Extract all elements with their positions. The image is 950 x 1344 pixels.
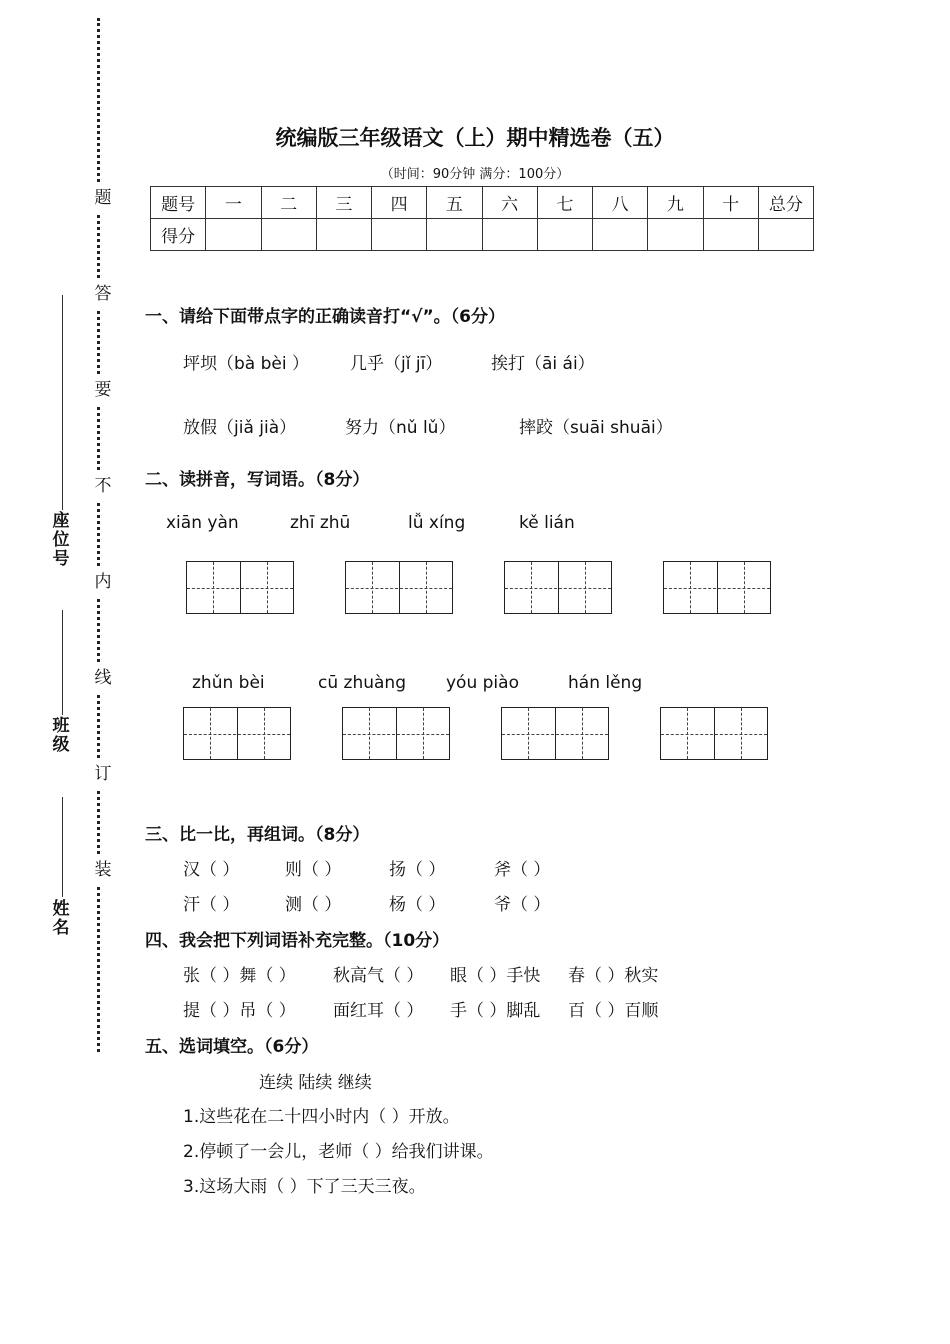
section-4-heading: 四、我会把下列词语补充完整。（10分） (145, 931, 450, 951)
score-table-score-row (151, 219, 814, 251)
cell: 七 (537, 187, 592, 219)
cell: 八 (593, 187, 648, 219)
score-cell[interactable] (206, 219, 261, 251)
score-table (150, 186, 814, 251)
writing-grid[interactable] (501, 707, 609, 760)
score-cell[interactable] (427, 219, 482, 251)
score-cell[interactable] (593, 219, 648, 251)
compare-item[interactable]: 则（ ） (285, 860, 342, 880)
cell: 三 (316, 187, 371, 219)
compare-item[interactable]: 扬（ ） (389, 860, 446, 880)
section-1-heading: 一、请给下面带点字的正确读音打“√”。（6分） (145, 307, 506, 327)
score-cell[interactable] (703, 219, 758, 251)
pinyin-label: kě lián (519, 513, 575, 533)
compare-item[interactable]: 汉（ ） (183, 860, 240, 880)
idiom-item[interactable]: 春（ ）秋实 (568, 966, 659, 986)
pinyin-label: yóu piào (446, 673, 519, 693)
writing-grid[interactable] (183, 707, 291, 760)
margin-char-da: 答 (92, 280, 114, 308)
compare-item[interactable]: 杨（ ） (389, 895, 446, 915)
compare-item[interactable]: 爷（ ） (494, 895, 551, 915)
cell: 五 (427, 187, 482, 219)
idiom-item[interactable]: 提（ ）吊（ ） (183, 1001, 296, 1021)
pronunciation-item[interactable]: 努力（nǔ lǔ） (345, 418, 456, 438)
margin-char-nei: 内 (92, 568, 114, 596)
cell: 二 (261, 187, 316, 219)
margin-char-zhuang: 装 (92, 856, 114, 884)
pronunciation-item[interactable]: 坪坝（bà bèi ） (183, 354, 309, 374)
pinyin-label: xiān yàn (166, 513, 239, 533)
name-line (62, 797, 63, 897)
writing-grid[interactable] (660, 707, 768, 760)
section-5-heading: 五、选词填空。（6分） (145, 1037, 319, 1057)
writing-grid[interactable] (504, 561, 612, 614)
section-3-heading: 三、比一比，再组词。（8分） (145, 825, 370, 845)
cell: 一 (206, 187, 261, 219)
score-cell[interactable] (758, 219, 813, 251)
pinyin-label: zhǔn bèi (192, 673, 265, 693)
margin-char-xian: 线 (92, 664, 114, 692)
cell: 总分 (758, 187, 813, 219)
idiom-item[interactable]: 眼（ ）手快 (450, 966, 541, 986)
score-cell[interactable] (316, 219, 371, 251)
fill-question-2[interactable]: 2.停顿了一会儿，老师（ ）给我们讲课。 (183, 1142, 494, 1162)
pinyin-label: cū zhuàng (318, 673, 406, 693)
writing-grid[interactable] (342, 707, 450, 760)
idiom-item[interactable]: 张（ ）舞（ ） (183, 966, 296, 986)
exam-info: （时间：90分钟 满分：100分） (380, 167, 570, 182)
idiom-item[interactable]: 秋高气（ ） (333, 966, 424, 986)
pinyin-label: zhī zhū (290, 513, 351, 533)
idiom-item[interactable]: 面红耳（ ） (333, 1001, 424, 1021)
seat-line (62, 295, 63, 510)
section-2-heading: 二、读拼音，写词语。（8分） (145, 470, 370, 490)
cell: 得分 (151, 219, 206, 251)
compare-item[interactable]: 汗（ ） (183, 895, 240, 915)
cell: 十 (703, 187, 758, 219)
margin-char-ti: 题 (92, 184, 114, 212)
pronunciation-item[interactable]: 放假（jiǎ jià） (183, 418, 297, 438)
cell: 题号 (151, 187, 206, 219)
writing-grid[interactable] (345, 561, 453, 614)
fill-question-1[interactable]: 1.这些花在二十四小时内（ ）开放。 (183, 1107, 460, 1127)
cell: 六 (482, 187, 537, 219)
score-cell[interactable] (261, 219, 316, 251)
idiom-item[interactable]: 百（ ）百顺 (568, 1001, 659, 1021)
pinyin-label: hán lěng (568, 673, 643, 693)
word-options: 连续 陆续 继续 (259, 1073, 372, 1093)
score-cell[interactable] (648, 219, 703, 251)
compare-item[interactable]: 斧（ ） (494, 860, 551, 880)
class-label: 班 级 (52, 716, 70, 755)
pronunciation-item[interactable]: 几乎（jǐ jī） (350, 354, 443, 374)
pronunciation-item[interactable]: 挨打（āi ái） (491, 354, 595, 374)
score-cell[interactable] (372, 219, 427, 251)
score-cell[interactable] (537, 219, 592, 251)
name-label: 姓 名 (52, 899, 70, 938)
seat-number-label: 座 位 号 (52, 511, 70, 569)
cell: 九 (648, 187, 703, 219)
score-cell[interactable] (482, 219, 537, 251)
fill-question-3[interactable]: 3.这场大雨（ ）下了三天三夜。 (183, 1177, 426, 1197)
compare-item[interactable]: 测（ ） (285, 895, 342, 915)
cell: 四 (372, 187, 427, 219)
class-line (62, 610, 63, 715)
pinyin-label: lǚ xíng (408, 513, 466, 533)
score-table-header-row (151, 187, 814, 219)
writing-grid[interactable] (663, 561, 771, 614)
writing-grid[interactable] (186, 561, 294, 614)
margin-char-ding: 订 (92, 760, 114, 788)
pronunciation-item[interactable]: 摔跤（suāi shuāi） (519, 418, 673, 438)
page-title: 统编版三年级语文（上）期中精选卷（五） (275, 126, 675, 150)
margin-char-bu: 不 (92, 472, 114, 500)
idiom-item[interactable]: 手（ ）脚乱 (450, 1001, 541, 1021)
margin-char-yao: 要 (92, 376, 114, 404)
